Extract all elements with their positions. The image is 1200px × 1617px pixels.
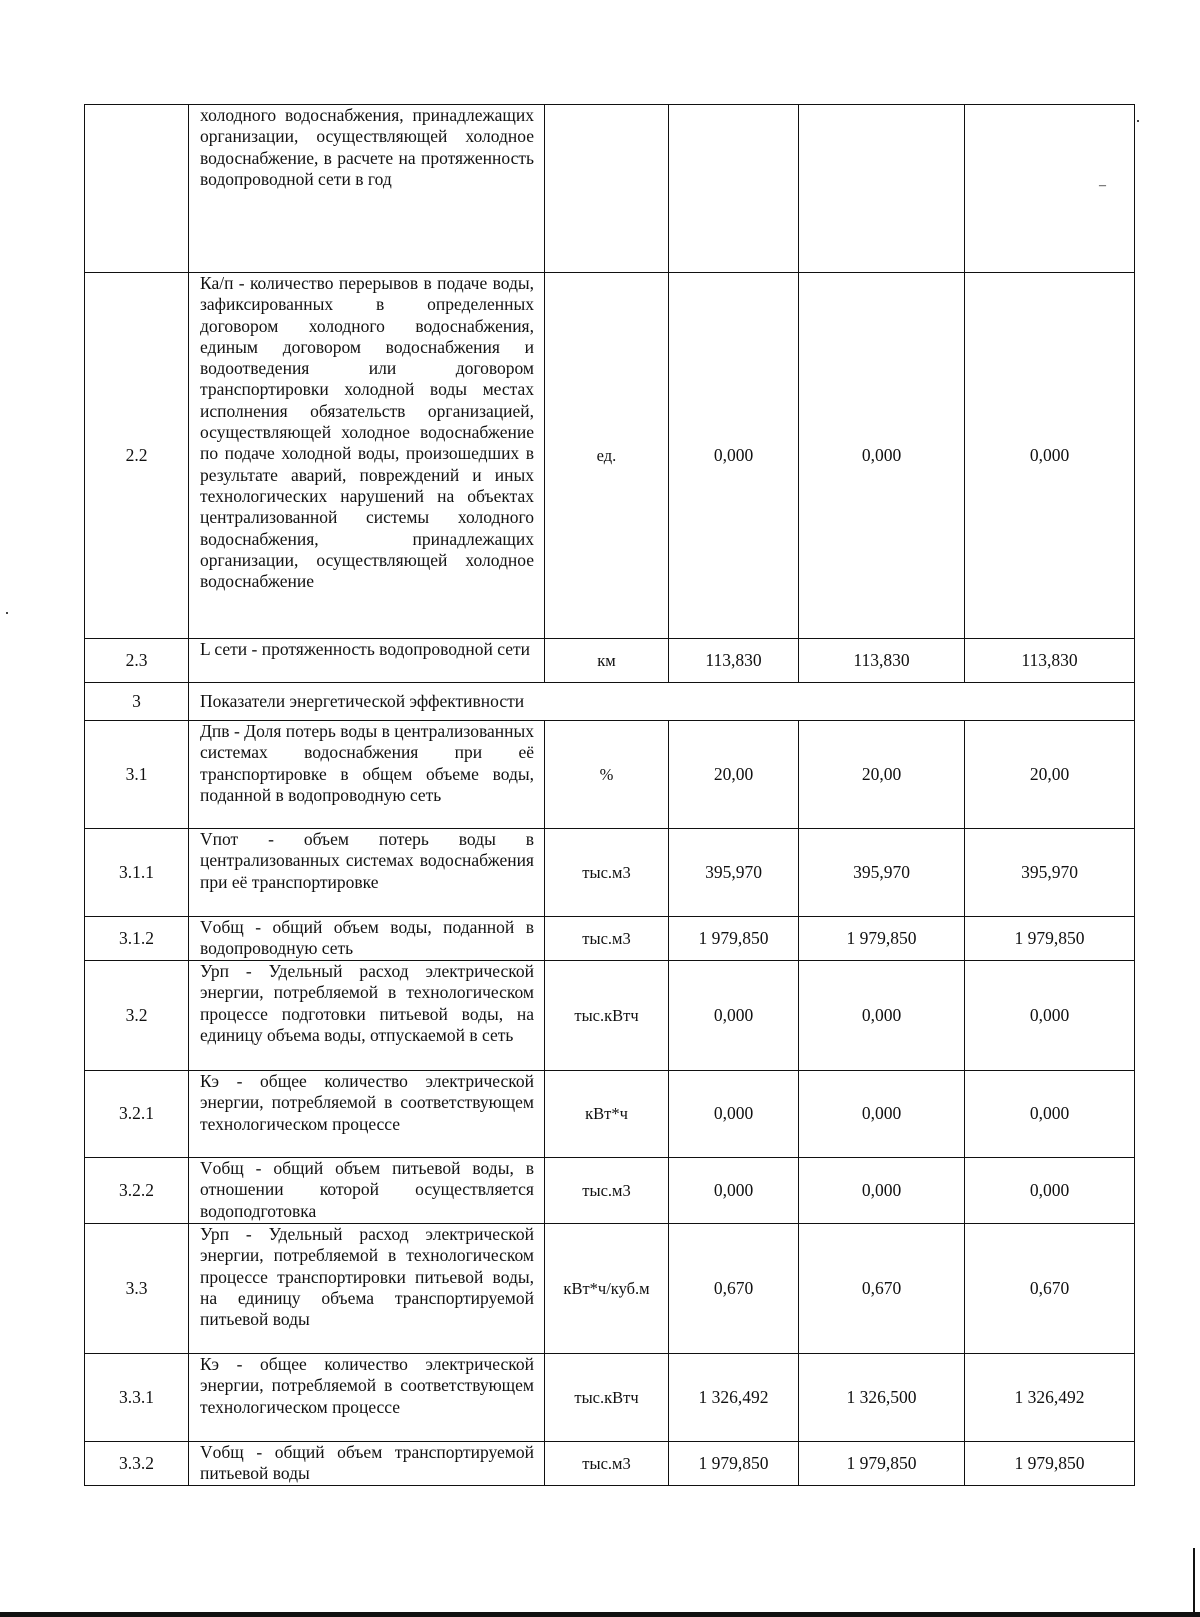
row-value-3: 1 326,492 [965, 1354, 1135, 1442]
row-value-3: 0,000 [965, 1158, 1135, 1224]
row-value-1: 0,000 [669, 273, 799, 639]
row-description: Дпв - Доля потерь воды в централизованных системах водоснабжения при её транспортировке в общем объеме воды, поданной в водопроводную сеть [189, 721, 545, 829]
row-number: 3.2.2 [85, 1158, 189, 1224]
row-value-2: 0,000 [799, 1158, 965, 1224]
row-number: 3.3.2 [85, 1442, 189, 1486]
row-number [85, 105, 189, 273]
row-value-1: 0,670 [669, 1224, 799, 1354]
row-number: 2.2 [85, 273, 189, 639]
row-value-1: 1 979,850 [669, 917, 799, 961]
row-description: Кэ - общее количество электрической энергии, потребляемой в соответствующем технологическом процессе [189, 1354, 545, 1442]
section-row [85, 683, 1135, 721]
table-row [85, 1224, 1135, 1354]
row-number: 3.3.1 [85, 1354, 189, 1442]
row-value-2: 1 979,850 [799, 917, 965, 961]
row-value-2: 395,970 [799, 829, 965, 917]
row-description: Vобщ - общий объем транспортируемой питьевой воды [189, 1442, 545, 1486]
row-unit [545, 105, 669, 273]
row-description: холодного водоснабжения, принадлежащих организации, осуществляющей холодное водоснабжение, в расчете на протяженность водопроводной сети в год [189, 105, 545, 273]
row-value-3: 0,000 [965, 961, 1135, 1071]
table-row [85, 829, 1135, 917]
row-value-3: 20,00 [965, 721, 1135, 829]
row-value-2: 1 979,850 [799, 1442, 965, 1486]
table-row [85, 1354, 1135, 1442]
table-row [85, 961, 1135, 1071]
row-value-3: 113,830 [965, 639, 1135, 683]
row-value-2: 113,830 [799, 639, 965, 683]
row-description: Vобщ - общий объем воды, поданной в водопроводную сеть [189, 917, 545, 961]
table-row [85, 105, 1135, 273]
row-number: 3.3 [85, 1224, 189, 1354]
row-unit: тыс.м3 [545, 829, 669, 917]
row-unit: тыс.кВтч [545, 1354, 669, 1442]
scan-speck [6, 612, 8, 614]
row-value-1 [669, 105, 799, 273]
table-row [85, 1158, 1135, 1224]
row-unit: тыс.кВтч [545, 961, 669, 1071]
row-value-3: 0,000 [965, 273, 1135, 639]
row-number: 2.3 [85, 639, 189, 683]
row-description: L сети - протяженность водопроводной сети [189, 639, 545, 683]
row-description: Кэ - общее количество электрической энергии, потребляемой в соответствующем технологическом процессе [189, 1071, 545, 1158]
row-unit: % [545, 721, 669, 829]
section-number: 3 [85, 683, 189, 721]
row-unit: км [545, 639, 669, 683]
row-value-3: 0,000 [965, 1071, 1135, 1158]
row-description: Vпот - объем потерь воды в централизованных системах водоснабжения при её транспортировке [189, 829, 545, 917]
row-value-3: 395,970 [965, 829, 1135, 917]
row-value-1: 20,00 [669, 721, 799, 829]
row-description: Урп - Удельный расход электрической энергии, потребляемой в технологическом процессе подготовки питьевой воды, на единицу объема воды, отпускаемой в сеть [189, 961, 545, 1071]
row-description: Vобщ - общий объем питьевой воды, в отношении которой осуществляется водоподготовка [189, 1158, 545, 1224]
row-value-2: 20,00 [799, 721, 965, 829]
row-number: 3.2 [85, 961, 189, 1071]
table-row [85, 273, 1135, 639]
scan-speck [1137, 120, 1139, 122]
dash-mark: – [1099, 178, 1106, 193]
row-value-2: 0,000 [799, 961, 965, 1071]
row-value-3 [965, 105, 1135, 273]
row-unit: кВт*ч [545, 1071, 669, 1158]
row-value-2: 0,670 [799, 1224, 965, 1354]
row-value-3: 0,670 [965, 1224, 1135, 1354]
row-value-1: 0,000 [669, 961, 799, 1071]
row-value-2: 0,000 [799, 1071, 965, 1158]
row-value-2: 0,000 [799, 273, 965, 639]
row-value-1: 0,000 [669, 1071, 799, 1158]
scan-bottom-edge [0, 1612, 1200, 1617]
row-unit: тыс.м3 [545, 1158, 669, 1224]
row-description: Урп - Удельный расход электрической энергии, потребляемой в технологическом процессе транспортировки питьевой воды, на единицу объема транспортируемой питьевой воды [189, 1224, 545, 1354]
row-value-1: 1 979,850 [669, 1442, 799, 1486]
row-unit: тыс.м3 [545, 1442, 669, 1486]
row-value-2 [799, 105, 965, 273]
scan-right-edge [1193, 1548, 1195, 1617]
row-value-3: 1 979,850 [965, 1442, 1135, 1486]
row-unit: кВт*ч/куб.м [545, 1224, 669, 1354]
table-row [85, 639, 1135, 683]
table-row [85, 721, 1135, 829]
table-row [85, 1071, 1135, 1158]
row-value-1: 395,970 [669, 829, 799, 917]
row-value-1: 0,000 [669, 1158, 799, 1224]
row-value-1: 113,830 [669, 639, 799, 683]
row-unit: ед. [545, 273, 669, 639]
row-value-3: 1 979,850 [965, 917, 1135, 961]
row-number: 3.1.2 [85, 917, 189, 961]
row-description: Ка/п - количество перерывов в подаче воды, зафиксированных в определенных договором холодного водоснабжения, единым договором водоснабжения и водоотведения или договором транспортировки холодной воды местах исполнения обязательств организацией, осуществляющей холодное водоснабжение по подаче холодной воды, произошедших в результате аварий, повреждений и иных технологических нарушений на объектах централизованной системы холодного водоснабжения, принадлежащих организации, осуществляющей холодное водоснабжение [189, 273, 545, 639]
row-number: 3.1 [85, 721, 189, 829]
row-unit: тыс.м3 [545, 917, 669, 961]
row-value-2: 1 326,500 [799, 1354, 965, 1442]
table-row [85, 917, 1135, 961]
table-row [85, 1442, 1135, 1486]
indicators-table [84, 104, 1135, 1486]
row-value-1: 1 326,492 [669, 1354, 799, 1442]
row-number: 3.2.1 [85, 1071, 189, 1158]
row-number: 3.1.1 [85, 829, 189, 917]
section-title: Показатели энергетической эффективности [189, 683, 1135, 721]
